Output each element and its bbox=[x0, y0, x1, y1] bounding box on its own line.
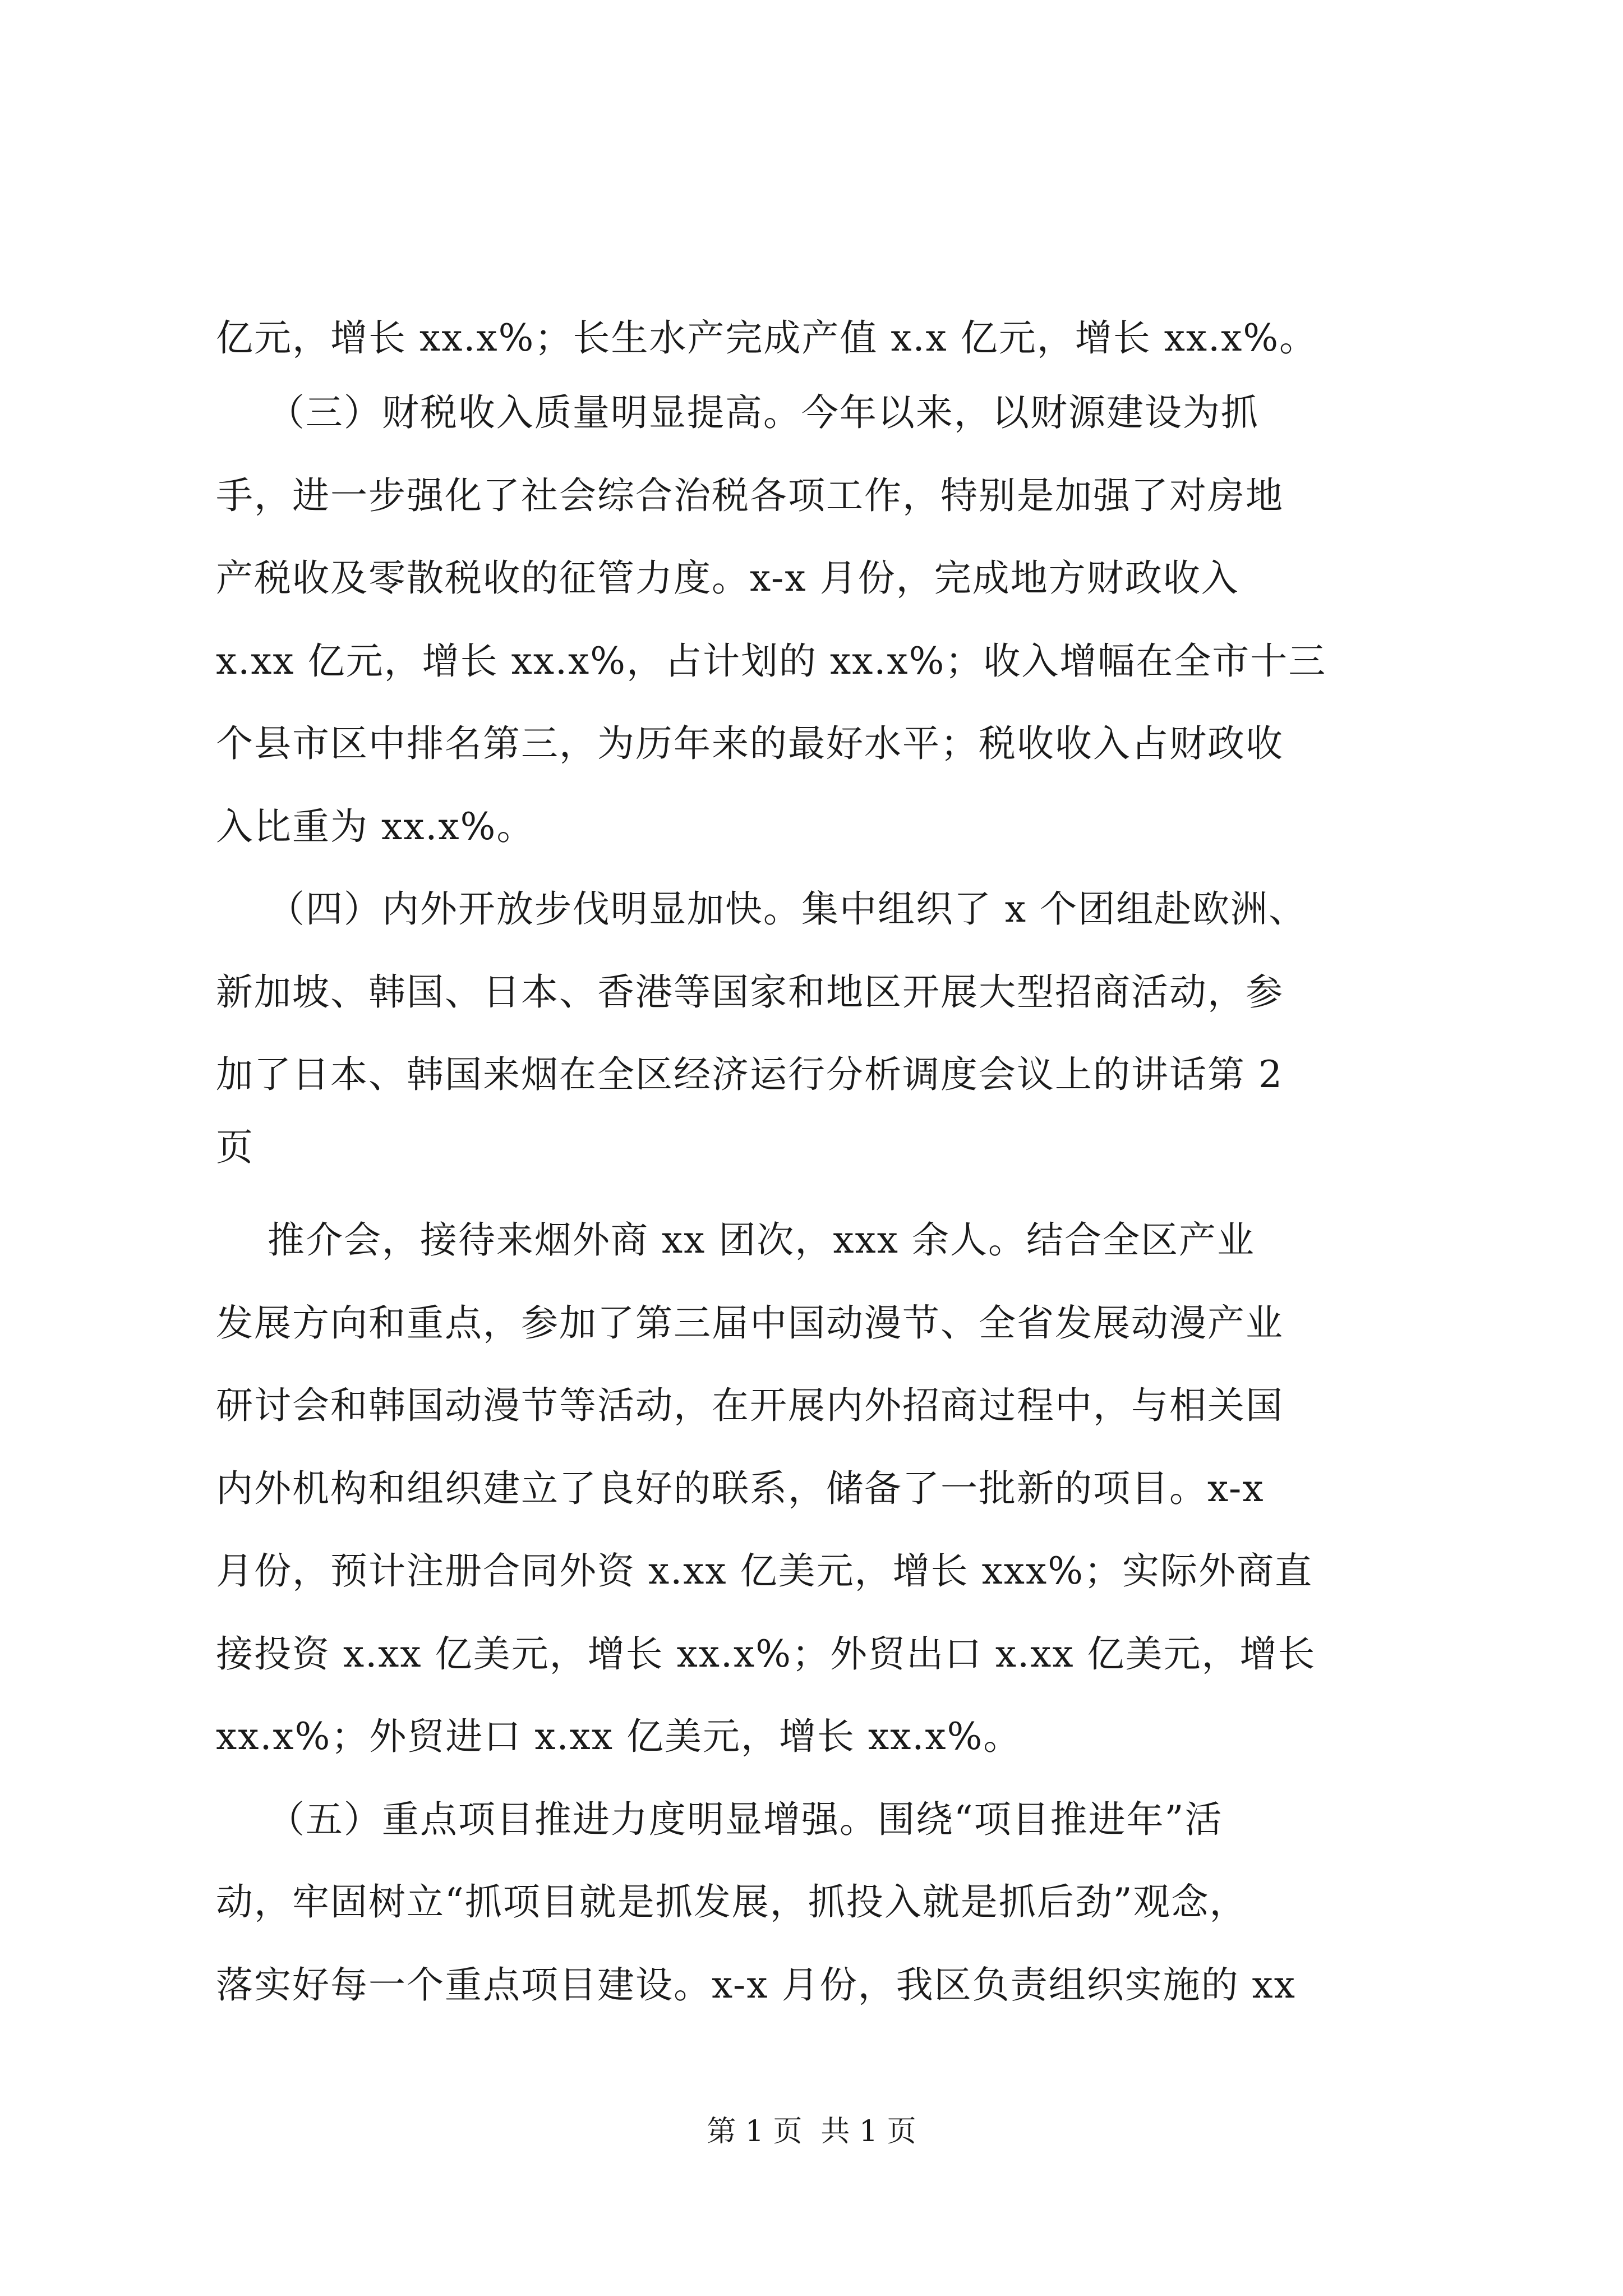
text-line: 新加坡、韩国、日本、香港等国家和地区开展大型招商活动，参 bbox=[216, 970, 1284, 1014]
text-line: 入比重为 xx.x%。 bbox=[216, 805, 535, 848]
text-line: 亿元，增长 xx.x%；长生水产完成产值 x.x 亿元，增长 xx.x%。 bbox=[216, 316, 1318, 360]
text-line: 研讨会和韩国动漫节等活动，在开展内外招商过程中，与相关国 bbox=[216, 1384, 1284, 1427]
page-footer: 第 1 页 共 1 页 bbox=[707, 2115, 916, 2148]
text-line: 手，进一步强化了社会综合治税各项工作，特别是加强了对房地 bbox=[216, 474, 1284, 517]
text-line: （三）财税收入质量明显提高。今年以来，以财源建设为抓 bbox=[216, 391, 1259, 434]
text-line: 推介会，接待来烟外商 xx 团次，xxx 余人。结合全区产业 bbox=[216, 1218, 1255, 1262]
text-line: 接投资 x.xx 亿美元，增长 xx.x%；外贸出口 x.xx 亿美元，增长 bbox=[216, 1632, 1316, 1676]
text-line: 产税收及零散税收的征管力度。x-x 月份，完成地方财政收入 bbox=[216, 556, 1239, 600]
text-line: 落实好每一个重点项目建设。x-x 月份，我区负责组织实施的 xx bbox=[216, 1963, 1296, 2007]
text-line: x.xx 亿元，增长 xx.x%，占计划的 xx.x%；收入增幅在全市十三 bbox=[216, 639, 1327, 683]
text-line: xx.x%；外贸进口 x.xx 亿美元，增长 xx.x%。 bbox=[216, 1715, 1022, 1758]
text-line: （五）重点项目推进力度明显增强。围绕“项目推进年”活 bbox=[216, 1798, 1223, 1841]
text-line: 发展方向和重点，参加了第三届中国动漫节、全省发展动漫产业 bbox=[216, 1301, 1284, 1345]
text-line: 内外机构和组织建立了良好的联系，储备了一批新的项目。x-x bbox=[216, 1467, 1265, 1510]
text-line: 加了日本、韩国来烟在全区经济运行分析调度会议上的讲话第 2 bbox=[216, 1053, 1283, 1096]
text-line: 页 bbox=[216, 1126, 254, 1169]
text-line: 动，牢固树立“抓项目就是抓发展，抓投入就是抓后劲”观念， bbox=[216, 1880, 1248, 1924]
text-line: 个县市区中排名第三，为历年来的最好水平；税收收入占财政收 bbox=[216, 722, 1284, 765]
text-line: 月份，预计注册合同外资 x.xx 亿美元，增长 xxx%；实际外商直 bbox=[216, 1549, 1313, 1593]
text-line: （四）内外开放步伐明显加快。集中组织了 x 个团组赴欧洲、 bbox=[216, 887, 1307, 931]
